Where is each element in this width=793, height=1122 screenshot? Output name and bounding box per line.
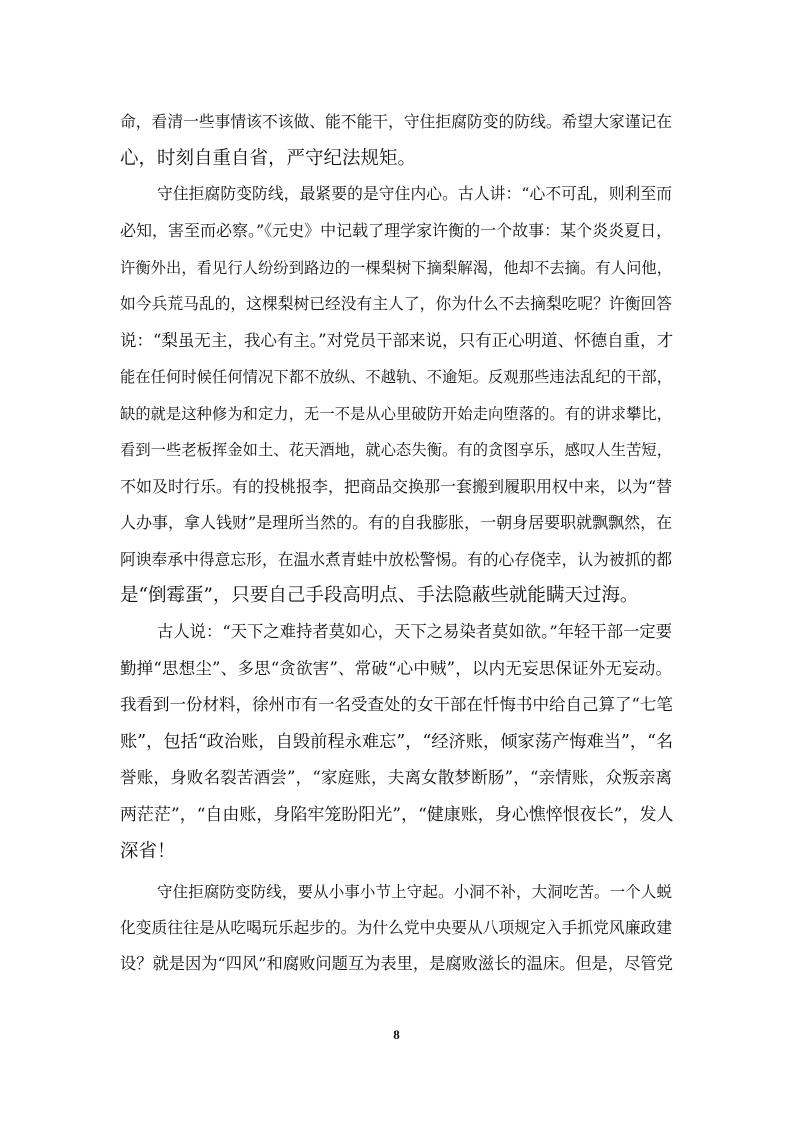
paragraph-3-line-2: 勤掸“思想尘”、多思“贪欲害”、常破“心中贼”，以内无妄思保证外无妄动。 <box>120 659 672 678</box>
paragraph-2-line-8: 看到一些老板挥金如土、花天酒地，就心态失衡。有的贪图享乐，感叹人生苦短， <box>120 441 672 459</box>
paragraph-2-line-2: 必知，害至而必察。”《元史》中记载了理学家许衡的一个故事：某个炎炎夏日， <box>120 221 673 240</box>
paragraph-1-line-2: 心，时刻自重自省，严守纪法规矩。 <box>120 148 417 169</box>
paragraph-2-line-12: 是“倒霉蛋”，只要自己手段高明点、手法隐蔽些就能瞒天过海。 <box>120 585 639 606</box>
paragraph-3-line-7: 深省！ <box>120 841 176 862</box>
paragraph-2-line-9: 不如及时行乐。有的投桃报李，把商品交换那一套搬到履职用权中来，以为“替 <box>120 477 673 496</box>
paragraph-2-line-10: 人办事，拿人钱财”是理所当然的。有的自我膨胀，一朝身居要职就飘飘然，在 <box>120 513 673 532</box>
paragraph-4-line-1: 守住拒腐防变防线，要从小事小节上守起。小洞不补，大洞吃苦。一个人蜕 <box>157 883 672 901</box>
paragraph-4-line-3: 设？就是因为“四风”和腐败问题互为表里，是腐败滋长的温床。但是，尽管党 <box>120 954 673 973</box>
page-number: 8 <box>393 1027 400 1042</box>
paragraph-2-line-5: 说：“梨虽无主，我心有主。”对党员干部来说，只有正心明道、怀德自重，才 <box>120 331 674 350</box>
paragraph-2-line-4: 如今兵荒马乱的，这棵梨树已经没有主人了，你为什么不去摘梨吃呢？许衡回答 <box>120 294 672 313</box>
paragraph-3-line-5: 誉账，身败名裂苦酒尝”，“家庭账，夫离女散梦断肠”，“亲情账，众叛亲离 <box>120 768 672 787</box>
paragraph-2-line-7: 缺的就是这种修为和定力，无一不是从心里破防开始走向堕落的。有的讲求攀比， <box>120 405 672 423</box>
paragraph-3-line-6: 两茫茫”，“自由账，身陷牢笼盼阳光”，“健康账，身心憔悴恨夜长”，发人 <box>120 805 674 825</box>
paragraph-2-line-1: 守住拒腐防变防线，最紧要的是守住内心。古人讲：“心不可乱，则利至而 <box>157 184 672 203</box>
paragraph-1-line-1: 命，看清一些事情该不该做、能不能干，守住拒腐防变的防线。希望大家谨记在 <box>120 112 672 131</box>
paragraph-3-line-1: 古人说：“天下之难持者莫如心，天下之易染者莫如欲。”年轻干部一定要 <box>157 622 672 641</box>
paragraph-3-line-4: 账”，包括“政治账，自毁前程永难忘”，“经济账，倾家荡产悔难当”，“名 <box>120 732 674 752</box>
paragraph-2-line-11: 阿谀奉承中得意忘形，在温水煮青蛙中放松警惕。有的心存侥幸，认为被抓的都 <box>120 550 672 569</box>
paragraph-3-line-3: 我看到一份材料，徐州市有一名受查处的女干部在忏悔书中给自己算了“七笔 <box>120 695 673 714</box>
paragraph-4-line-2: 化变质往往是从吃喝玩乐起步的。为什么党中央要从八项规定入手抓党风廉政建 <box>120 918 672 937</box>
paragraph-2-line-6: 能在任何时候任何情况下都不放纵、不越轨、不逾矩。反观那些违法乱纪的干部， <box>120 368 672 386</box>
paragraph-2-line-3: 许衡外出，看见行人纷纷到路边的一棵梨树下摘梨解渴，他却不去摘。有人问他， <box>120 259 672 277</box>
